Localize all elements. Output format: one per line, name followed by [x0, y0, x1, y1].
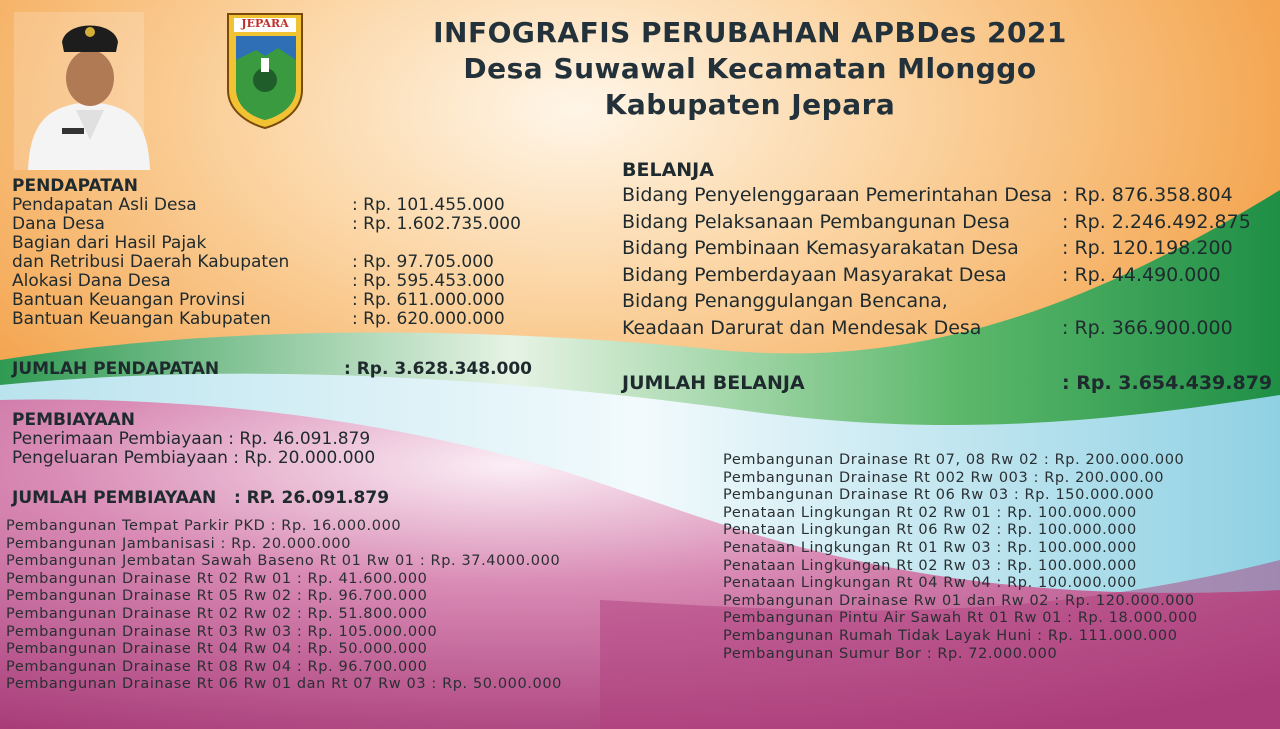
- belanja-label: Bidang Pemberdayaan Masyarakat Desa: [622, 263, 1007, 286]
- pendapatan-heading: PENDAPATAN: [12, 176, 138, 196]
- pendapatan-label: dan Retribusi Daerah Kabupaten: [12, 252, 290, 272]
- belanja-value: : Rp. 120.198.200: [1062, 237, 1233, 259]
- pendapatan-value: : Rp. 595.453.000: [352, 271, 505, 291]
- list-item: Pembangunan Drainase Rt 04 Rw 04 : Rp. 50.000.000: [6, 641, 428, 658]
- list-item: Pembangunan Jambanisasi : Rp. 20.000.000: [6, 535, 352, 552]
- belanja-value: : Rp. 366.900.000: [1062, 316, 1233, 339]
- list-item: Penataan Lingkungan Rt 02 Rw 01 : Rp. 100.000.000: [723, 504, 1137, 521]
- list-item: Penataan Lingkungan Rt 02 Rw 03 : Rp. 100.000.000: [723, 557, 1137, 574]
- pendapatan-label: Alokasi Dana Desa: [12, 271, 171, 291]
- pendapatan-value: : Rp. 97.705.000: [352, 252, 494, 272]
- jumlah-pendapatan-value: : Rp. 3.628.348.000: [344, 359, 533, 379]
- list-item: Pembangunan Drainase Rt 06 Rw 01 dan Rt 07 Rw 03 : Rp. 50.000.000: [6, 676, 562, 693]
- belanja-value: : Rp. 2.246.492.875: [1062, 210, 1251, 233]
- belanja-label: Bidang Penyelenggaraan Pemerintahan Desa: [622, 184, 1053, 206]
- pendapatan-value: : Rp. 101.455.000: [352, 195, 505, 215]
- pembiayaan-item: Penerimaan Pembiayaan : Rp. 46.091.879: [12, 429, 371, 449]
- pembangunan-list-left: [6, 518, 562, 694]
- list-item: Pembangunan Drainase Rw 01 dan Rw 02 : Rp. 120.000.000: [723, 592, 1195, 609]
- list-item: Pembangunan Drainase Rt 07, 08 Rw 02 : Rp. 200.000.000: [723, 452, 1185, 468]
- list-item: Pembangunan Sumur Bor : Rp. 72.000.000: [723, 645, 1058, 662]
- pendapatan-label: Bantuan Keuangan Provinsi: [12, 290, 246, 310]
- belanja-label: Bidang Pelaksanaan Pembangunan Desa: [622, 210, 1010, 233]
- pembangunan-list-right: [723, 452, 1198, 663]
- belanja-list: [622, 182, 1251, 341]
- list-item: Penataan Lingkungan Rt 04 Rw 04 : Rp. 100.000.000: [723, 575, 1137, 592]
- list-item: Pembangunan Drainase Rt 05 Rw 02 : Rp. 96.700.000: [6, 588, 428, 605]
- belanja-label: Keadaan Darurat dan Mendesak Desa: [622, 316, 982, 339]
- list-item: Pembangunan Rumah Tidak Layak Huni : Rp. 111.000.000: [723, 627, 1178, 644]
- belanja-label: Bidang Pembinaan Kemasyarakatan Desa: [622, 237, 1019, 259]
- pembiayaan-heading: PEMBIAYAAN: [12, 410, 136, 430]
- list-item: Pembangunan Pintu Air Sawah Rt 01 Rw 01 : Rp. 18.000.000: [723, 610, 1198, 627]
- belanja-value: : Rp. 876.358.804: [1062, 184, 1233, 206]
- belanja-heading: BELANJA: [622, 159, 714, 181]
- pendapatan-label: Bantuan Keuangan Kabupaten: [12, 309, 271, 329]
- pembiayaan-item: Pengeluaran Pembiayaan : Rp. 20.000.000: [12, 448, 376, 468]
- pendapatan-value: : Rp. 611.000.000: [352, 290, 505, 310]
- logo-label: JEPARA: [241, 17, 289, 30]
- pendapatan-list: [12, 196, 521, 329]
- jumlah-pembiayaan: JUMLAH PEMBIAYAAN : RP. 26.091.879: [12, 488, 390, 508]
- list-item: Pembangunan Drainase Rt 03 Rw 03 : Rp. 105.000.000: [6, 623, 438, 640]
- jumlah-belanja-label: JUMLAH BELANJA: [622, 372, 805, 394]
- pendapatan-value: : Rp. 1.602.735.000: [352, 214, 521, 234]
- title-line-1: INFOGRAFIS PERUBAHAN APBDes 2021: [433, 16, 1067, 49]
- pendapatan-label: Pendapatan Asli Desa: [12, 195, 197, 215]
- official-portrait: [14, 12, 150, 170]
- jepara-logo: [228, 14, 302, 128]
- list-item: Penataan Lingkungan Rt 06 Rw 02 : Rp. 100.000.000: [723, 522, 1137, 539]
- title-line-3: Kabupaten Jepara: [604, 88, 896, 121]
- pendapatan-value: : Rp. 620.000.000: [352, 309, 505, 329]
- list-item: Pembangunan Drainase Rt 02 Rw 01 : Rp. 41.600.000: [6, 570, 428, 587]
- list-item: Penataan Lingkungan Rt 01 Rw 03 : Rp. 100.000.000: [723, 539, 1137, 556]
- pendapatan-label: Bagian dari Hasil Pajak: [12, 233, 207, 253]
- pembiayaan-list: [12, 430, 375, 468]
- list-item: Pembangunan Drainase Rt 002 Rw 003 : Rp. 200.000.00: [723, 469, 1165, 486]
- list-item: Pembangunan Drainase Rt 02 Rw 02 : Rp. 51.800.000: [6, 605, 428, 622]
- list-item: Pembangunan Jembatan Sawah Baseno Rt 01 Rw 01 : Rp. 37.4000.000: [6, 553, 561, 570]
- title-line-2: Desa Suwawal Kecamatan Mlonggo: [463, 52, 1037, 85]
- list-item: Pembangunan Drainase Rt 08 Rw 04 : Rp. 96.700.000: [6, 658, 428, 675]
- list-item: Pembangunan Drainase Rt 06 Rw 03 : Rp. 150.000.000: [723, 487, 1155, 504]
- belanja-label: Bidang Penanggulangan Bencana,: [622, 290, 948, 312]
- list-item: Pembangunan Tempat Parkir PKD : Rp. 16.000.000: [6, 518, 402, 534]
- belanja-value: : Rp. 44.490.000: [1062, 263, 1221, 286]
- pendapatan-label: Dana Desa: [12, 214, 105, 234]
- jumlah-belanja-value: : Rp. 3.654.439.879: [1062, 372, 1273, 394]
- jumlah-pendapatan-label: JUMLAH PENDAPATAN: [12, 359, 220, 379]
